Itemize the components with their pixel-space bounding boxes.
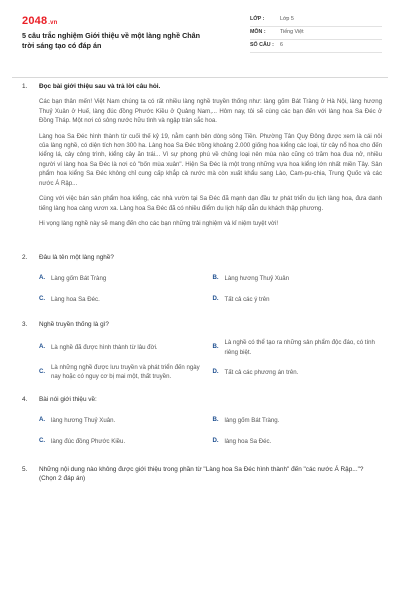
question-number: 1. <box>22 83 28 90</box>
option-c[interactable] <box>39 434 209 449</box>
option-a[interactable] <box>39 413 209 428</box>
question-text: Bài nói giới thiệu về: <box>39 395 97 403</box>
option-text: Làng gốm Bát Tràng <box>51 274 107 282</box>
option-b[interactable] <box>213 413 383 428</box>
meta-key: SỐ CÂU : <box>250 42 274 49</box>
option-a[interactable] <box>39 338 209 357</box>
option-label: B. <box>212 416 219 424</box>
answer-options <box>39 271 382 313</box>
option-label: D. <box>212 437 219 445</box>
option-text: Là nghề đã được hình thành từ lâu đời. <box>51 343 158 351</box>
option-label: D. <box>212 294 219 302</box>
header <box>22 14 382 66</box>
meta-key: LỚP : <box>250 16 265 23</box>
option-text: Làng hương Thuỷ Xuân <box>224 274 290 282</box>
option-b[interactable] <box>213 271 383 286</box>
meta-value: Lớp 5 <box>280 16 294 23</box>
option-d[interactable] <box>213 434 383 449</box>
questions <box>22 82 382 484</box>
option-text: Làng hoa Sa Đéc. <box>51 295 100 303</box>
question-1 <box>22 82 382 229</box>
question-number: 5. <box>22 466 28 474</box>
option-b[interactable] <box>213 338 383 357</box>
meta-table <box>250 14 382 53</box>
answer-options <box>39 413 382 455</box>
meta-key: MÔN : <box>250 29 266 36</box>
option-c[interactable] <box>39 292 209 307</box>
question-text: Đâu là tên một làng nghề? <box>39 253 114 261</box>
meta-row-count <box>250 40 382 53</box>
meta-row-subject <box>250 27 382 40</box>
option-label: B. <box>212 343 219 351</box>
question-3 <box>22 320 382 388</box>
option-label: A. <box>39 273 46 281</box>
document-title: 5 câu trắc nghiệm Giới thiệu về một làng nghề Chân trời sáng tạo có đáp án <box>22 31 201 50</box>
site-logo[interactable] <box>22 14 58 30</box>
logo-text: 2048 <box>22 15 48 27</box>
option-text: Tất cả các phương án trên. <box>224 368 299 376</box>
option-a[interactable] <box>39 271 209 286</box>
header-divider <box>12 77 388 78</box>
option-label: C. <box>39 294 46 302</box>
option-text: Là những nghề được lưu truyền và phát triển đến ngày nay hoặc có nguy cơ bị mai một, thất truyền. <box>51 363 200 381</box>
option-c[interactable] <box>39 363 209 382</box>
passage-paragraph: Các bạn thân mến! Việt Nam chúng ta có rất nhiều làng nghề truyền thống như: làng gốm Bát Tràng ở Hà Nội, làng hương Thuỷ Xuân ở Huế, làng đúc đồng Phước Kiều ở Quảng Nam,... Hôm nay, tôi sẽ cùng các bạn đến với làng hoa Sa Đéc ở Đồng Tháp. Một nơi có sông nước hữu tình và ngập tràn sắc hoa. <box>39 98 382 125</box>
option-label: C. <box>39 367 46 375</box>
option-text: Tất cả các ý trên <box>224 295 270 303</box>
question-text: Nghề truyền thống là gì? <box>39 320 109 328</box>
option-text: Là nghề có thể tạo ra những sản phẩm độc đáo, có tính riêng biệt. <box>224 339 375 356</box>
question-text: Những nội dung nào không được giới thiệu trong phần từ "Làng hoa Sa Đéc hình thành" đến "các nước Á Rập..."? (Chọn 2 đáp án) <box>39 466 364 483</box>
option-label: D. <box>212 367 219 375</box>
option-label: A. <box>39 416 46 424</box>
option-d[interactable] <box>213 292 383 307</box>
option-text: làng gốm Bát Tràng. <box>224 416 280 424</box>
passage-paragraph: Cùng với việc bán sản phẩm hoa kiểng, các nhà vườn tại Sa Đéc đã mạnh dạn đầu tư phát triển du lịch làng hoa, đưa danh tiếng làng hoa càng vươn xa. Làng hoa Sa Đéc đã có nhiều điểm du lịch hấp dẫn du khách thập phương. <box>39 195 382 212</box>
logo-tld: .vn <box>48 20 58 26</box>
question-number: 2. <box>22 253 28 261</box>
option-label: A. <box>39 343 46 351</box>
passage-paragraph: Hi vọng làng nghề này sẽ mang đến cho các bạn những trải nghiệm và kỉ niệm tuyệt vời! <box>39 220 279 228</box>
passage-paragraph: Làng hoa Sa Đéc hình thành từ cuối thế kỷ 19, nằm cạnh bên dòng sông Tiền. Phường Tân Quy Đông được xem là cái nôi của làng nghề, có diện tích hơn 300 ha. Làng hoa Sa Đéc trồng khoảng 2.000 giống hoa kiểng các loại, từ cây nổ hoa cho đến kiểng lá, cây công trình, kiểng cây ăn trái... Vì sự phong phú về chủng loại nên mùa nào cũng có trăm hoa đua nở, nhiều người ví làng hoa Sa Đéc là nơi có "bốn mùa xuân". Hiện Sa Đéc là một trong những vựa hoa kiểng lớn nhất miền Tây. Sản phẩm hoa kiểng Sa Đéc không chỉ cung cấp khắp cả nước mà còn xuất khẩu sang Lào, Cam-pu-chia, Trung Quốc và các nước Á Rập... <box>39 132 382 187</box>
question-5 <box>22 465 382 484</box>
question-4 <box>22 395 382 455</box>
question-2 <box>22 253 382 313</box>
option-label: B. <box>212 273 219 281</box>
option-d[interactable] <box>213 363 383 382</box>
option-text: làng hoa Sa Đéc. <box>224 437 272 445</box>
option-text: làng hương Thuỷ Xuân. <box>51 416 116 424</box>
question-number: 4. <box>22 395 28 403</box>
meta-value: 6 <box>280 42 283 49</box>
meta-row-class <box>250 14 382 27</box>
question-text: Đọc bài giới thiệu sau và trả lời câu hỏi. <box>39 83 161 90</box>
answer-options <box>39 338 382 388</box>
meta-value: Tiếng Việt <box>280 29 304 36</box>
question-number: 3. <box>22 320 28 328</box>
option-text: làng đúc đồng Phước Kiều. <box>51 437 126 445</box>
option-label: C. <box>39 437 46 445</box>
